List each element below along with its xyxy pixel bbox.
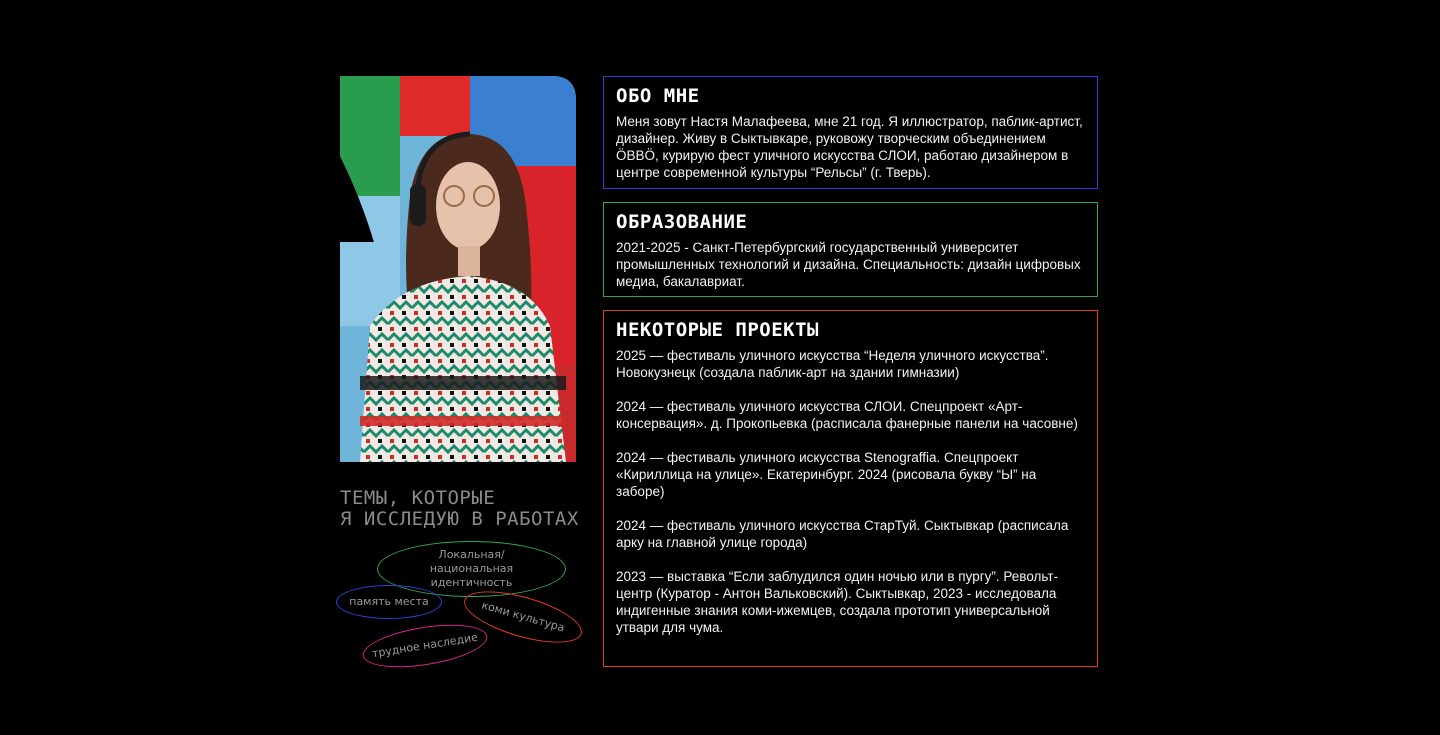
education-card xyxy=(603,202,1098,297)
education-text: 2021-2025 - Санкт-Петербургский государственный университет промышленных технологий и дизайна. Специальность: дизайн цифровых медиа, бакалавриат. xyxy=(616,240,1081,289)
project-item: 2024 — фестиваль уличного искусства СЛОИ. Спецпроект «Арт-консервация». д. Прокопьевка (расписала фанерные панели на часовне) xyxy=(616,399,1078,431)
tag-memory-of-place: память места xyxy=(336,585,442,619)
themes-heading-line2: Я ИССЛЕДУЮ В РАБОТАХ xyxy=(340,508,579,530)
project-item: 2023 — выставка “Если заблудился один ночью или в пургу”. Револьт-центр (Куратор - Антон Вальковский). Сыктывкар, 2023 - исследовала индигенные знания коми-ижемцев, создала прототип универсальной утвари для чума. xyxy=(616,569,1059,635)
tag-difficult-heritage: трудное наследие xyxy=(360,617,490,674)
portrait-photo xyxy=(340,76,576,462)
project-item: 2024 — фестиваль уличного искусства СтарТуй. Сыктывкар (расписала арку на главной улице города) xyxy=(616,518,1069,550)
project-item: 2024 — фестиваль уличного искусства Stenograffia. Спецпроект «Кириллица на улице». Екатеринбург. 2024 (рисовала букву “Ы” на заборе) xyxy=(616,450,1037,499)
project-item: 2025 — фестиваль уличного искусства “Неделя уличного искусства”. Новокузнецк (создала паблик-арт на здании гимназии) xyxy=(616,348,1049,380)
themes-heading xyxy=(340,488,600,530)
about-text: Меня зовут Настя Малафеева, мне 21 год. Я иллюстратор, паблик-артист, дизайнер. Живу в Сыктывкаре, руковожу творческим объединением ÖВВÖ, курирую фест уличного искусства СЛОИ, работаю дизайнером в центре современной культуры “Рельсы” (г. Тверь). xyxy=(616,114,1083,180)
about-title: ОБО МНЕ xyxy=(616,85,700,107)
education-title: ОБРАЗОВАНИЕ xyxy=(616,211,748,233)
tag-identity: Локальная/национальная идентичность xyxy=(377,541,566,597)
tag-komi-culture: коми культура xyxy=(459,581,587,653)
projects-card xyxy=(603,310,1098,667)
themes-heading-line1: ТЕМЫ, КОТОРЫЕ xyxy=(340,487,496,509)
about-card xyxy=(603,76,1098,189)
projects-title: НЕКОТОРЫЕ ПРОЕКТЫ xyxy=(616,319,819,341)
